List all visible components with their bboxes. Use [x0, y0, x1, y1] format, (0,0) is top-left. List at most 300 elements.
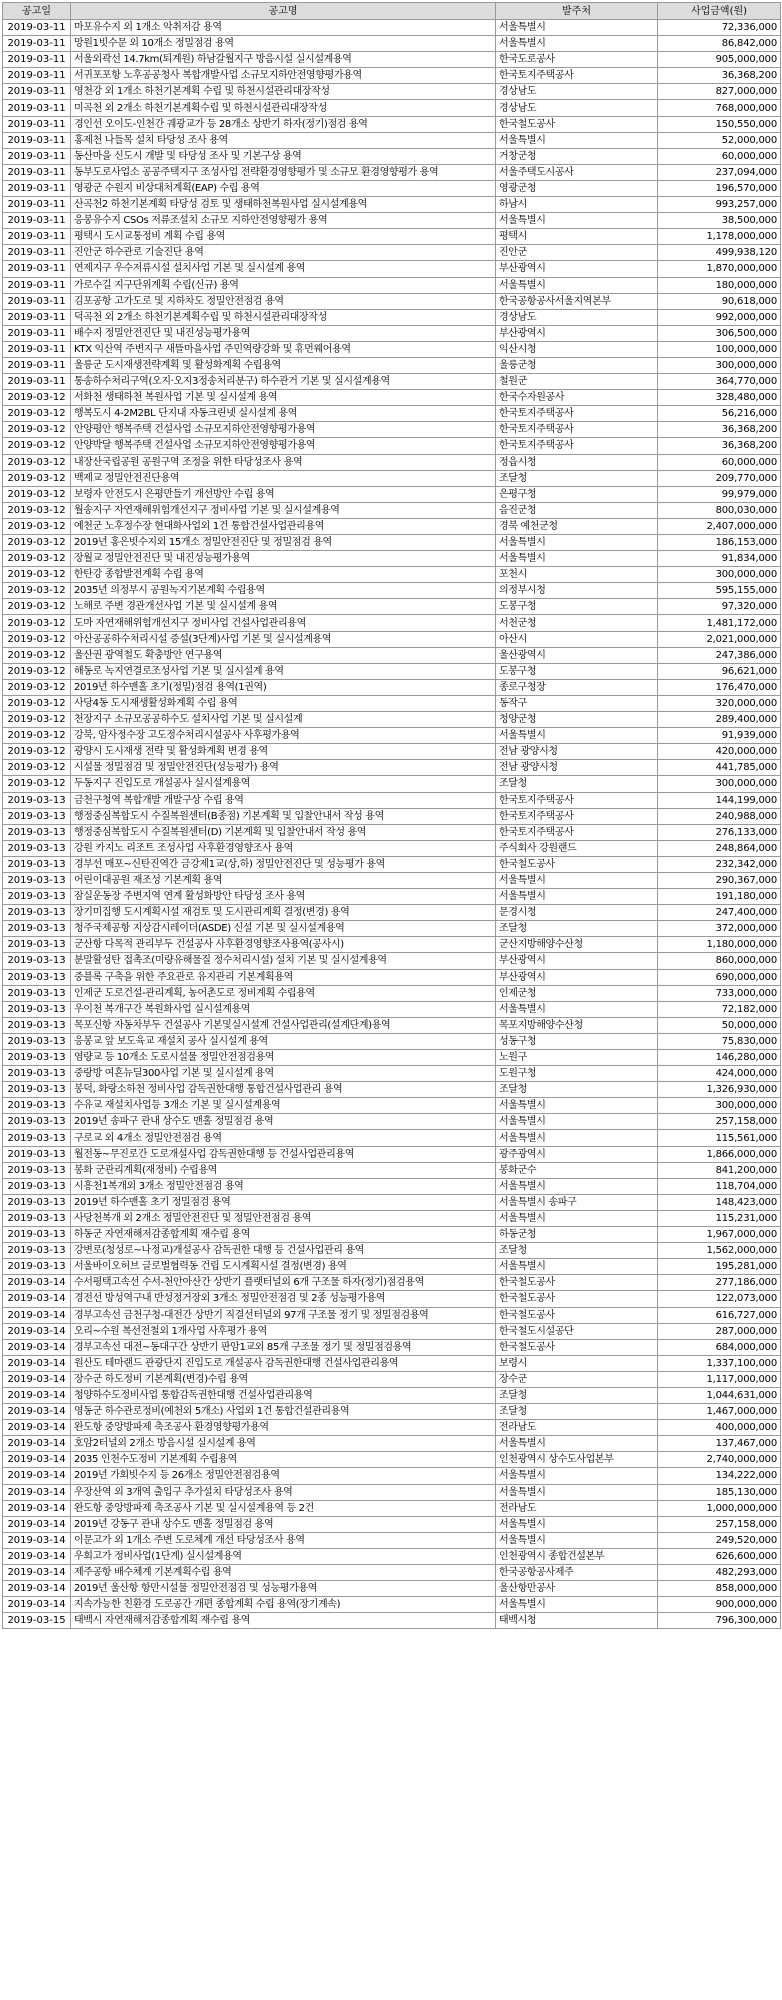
notice-title-cell[interactable]: 봉화 군관리계획(재정비) 수립용역 — [71, 1162, 496, 1178]
ordering-agency-cell: 진안군 — [496, 245, 658, 261]
project-amount-cell: 841,200,000 — [658, 1162, 781, 1178]
notice-title-cell[interactable]: 어린이대공원 재조성 기본계획 용역 — [71, 872, 496, 888]
notice-title-cell[interactable]: 2019년 하수맨홀 초기 정밀점검 용역 — [71, 1194, 496, 1210]
table-row[interactable] — [3, 245, 781, 261]
table-row[interactable] — [3, 744, 781, 760]
notice-title-cell[interactable]: 수서평택고속선 수서-천안아산간 상반기 플랫터널외 6개 구조물 하자(정기)점검용역 — [71, 1275, 496, 1291]
notice-title-cell[interactable]: 동부도로사업소 공공주택지구 조성사업 전략환경영향평가 및 소규모 환경영향평가 용역 — [71, 164, 496, 180]
project-amount-cell: 400,000,000 — [658, 1420, 781, 1436]
notice-title-cell[interactable]: 행정중심복합도시 수질복원센터(D) 기본계획 및 입찰안내서 작성 용역 — [71, 824, 496, 840]
notice-date-cell: 2019-03-13 — [3, 840, 71, 856]
ordering-agency-cell: 한국철도공사 — [496, 1339, 658, 1355]
notice-title-cell[interactable]: 시흥천1복개외 3개소 정밀안전점검 용역 — [71, 1178, 496, 1194]
notice-date-cell: 2019-03-14 — [3, 1452, 71, 1468]
notice-date-cell: 2019-03-12 — [3, 535, 71, 551]
project-amount-cell: 100,000,000 — [658, 341, 781, 357]
table-row[interactable] — [3, 213, 781, 229]
notice-title-cell[interactable]: 홍제천 나들목 설치 타당성 조사 용역 — [71, 132, 496, 148]
notice-title-cell[interactable]: 염량교 등 10개소 도로시설물 정밀안전점검용역 — [71, 1050, 496, 1066]
table-row[interactable] — [3, 148, 781, 164]
notice-title-cell[interactable]: 호암2터널외 2개소 방음시설 실시설계 용역 — [71, 1436, 496, 1452]
notice-title-cell[interactable]: 울릉군 도시재생전략계획 및 활성화계획 수립용역 — [71, 357, 496, 373]
table-row[interactable] — [3, 567, 781, 583]
table-row[interactable] — [3, 1500, 781, 1516]
ordering-agency-cell: 포천시 — [496, 567, 658, 583]
ordering-agency-cell: 한국토지주택공사 — [496, 422, 658, 438]
table-row[interactable] — [3, 1532, 781, 1548]
notice-title-cell[interactable]: 청주국제공항 지상감시레이더(ASDE) 신설 기본 및 실시설계용역 — [71, 921, 496, 937]
table-row[interactable] — [3, 1033, 781, 1049]
ordering-agency-cell: 서울특별시 송파구 — [496, 1194, 658, 1210]
table-row[interactable] — [3, 341, 781, 357]
table-row[interactable] — [3, 1468, 781, 1484]
ordering-agency-cell: 서울특별시 — [496, 213, 658, 229]
notice-title-cell[interactable]: 2019년 가회빗수지 등 26개소 정밀안전점검용역 — [71, 1468, 496, 1484]
table-row[interactable] — [3, 1404, 781, 1420]
ordering-agency-cell: 한국공항공사서울지역본부 — [496, 293, 658, 309]
table-row[interactable] — [3, 390, 781, 406]
table-row[interactable] — [3, 100, 781, 116]
notice-title-cell[interactable]: 군산항 다목적 관리부두 건설공사 사후환경영향조사용역(공사시) — [71, 937, 496, 953]
table-row[interactable] — [3, 1146, 781, 1162]
table-row[interactable] — [3, 792, 781, 808]
table-row[interactable] — [3, 1275, 781, 1291]
table-row[interactable] — [3, 406, 781, 422]
notice-title-cell[interactable]: 김포공항 고가도로 및 지하차도 정밀안전점검 용역 — [71, 293, 496, 309]
table-row[interactable] — [3, 760, 781, 776]
project-amount-cell: 186,153,000 — [658, 535, 781, 551]
notice-title-cell[interactable]: 사당4동 도시재생활성화계획 수립 용역 — [71, 695, 496, 711]
notice-title-cell[interactable]: 오리~수원 복선전철외 1개사업 사후평가 용역 — [71, 1323, 496, 1339]
notice-title-cell[interactable]: 통송하수처리구역(오지·오지3정송처리분구) 하수관거 기본 및 실시설계용역 — [71, 374, 496, 390]
notice-title-cell[interactable]: 2035년 의정부시 공원녹지기본계획 수립용역 — [71, 583, 496, 599]
project-amount-cell: 441,785,000 — [658, 760, 781, 776]
ordering-agency-cell: 서울특별시 — [496, 535, 658, 551]
notice-title-cell[interactable]: 진안군 하수관로 기술진단 용역 — [71, 245, 496, 261]
table-row[interactable] — [3, 325, 781, 341]
notice-title-cell[interactable]: 망원1빗수문 외 10개소 정밀점검 용역 — [71, 36, 496, 52]
notice-date-cell: 2019-03-11 — [3, 357, 71, 373]
notice-title-cell[interactable]: 하동군 자연재해저감종합계획 재수립 용역 — [71, 1227, 496, 1243]
table-row[interactable] — [3, 1371, 781, 1387]
notice-title-cell[interactable]: 장기미집행 도시계획시설 재검토 및 도시관리계획 결정(변경) 용역 — [71, 905, 496, 921]
notice-title-cell[interactable]: 우장산역 외 3개역 출입구 추가설치 타당성조사 용역 — [71, 1484, 496, 1500]
notice-title-cell[interactable]: 영광군 수원지 비상대처계획(EAP) 수립 용역 — [71, 180, 496, 196]
notice-title-cell[interactable]: 서화천 생태하천 복원사업 기본 및 실시설계 용역 — [71, 390, 496, 406]
table-row[interactable] — [3, 1323, 781, 1339]
table-row[interactable] — [3, 808, 781, 824]
notice-title-cell[interactable]: 시설물 정밀점검 및 정밀안전진단(성능평가) 용역 — [71, 760, 496, 776]
table-row[interactable] — [3, 1355, 781, 1371]
table-row[interactable] — [3, 1114, 781, 1130]
notice-title-cell[interactable]: 천장지구 소규모공공하수도 설치사업 기본 및 실시설계 — [71, 712, 496, 728]
notice-title-cell[interactable]: 사당천복개 외 2개소 정밀안전진단 및 정밀안전점검 용역 — [71, 1210, 496, 1226]
table-row[interactable] — [3, 132, 781, 148]
table-row[interactable] — [3, 1581, 781, 1597]
table-row[interactable] — [3, 1082, 781, 1098]
notice-title-cell[interactable]: 경부선 매포~신탄진역간 금강제1교(상,하) 정밀안전진단 및 성능평가 용역 — [71, 856, 496, 872]
table-row[interactable] — [3, 470, 781, 486]
table-row[interactable] — [3, 164, 781, 180]
table-row[interactable] — [3, 856, 781, 872]
project-amount-cell: 196,570,000 — [658, 180, 781, 196]
table-row[interactable] — [3, 1050, 781, 1066]
notice-title-cell[interactable]: 장월교 정밀안전진단 및 내진성능평가용역 — [71, 551, 496, 567]
table-row[interactable] — [3, 937, 781, 953]
notice-title-cell[interactable]: 중블록 구축을 위한 주요관로 유지관리 기본계획용역 — [71, 969, 496, 985]
notice-title-cell[interactable]: 장수군 하도정비 기본계획(변경)수립 용역 — [71, 1371, 496, 1387]
project-amount-cell: 768,000,000 — [658, 100, 781, 116]
notice-date-cell: 2019-03-12 — [3, 583, 71, 599]
notice-title-cell[interactable]: 강원 카지노 리조트 조성사업 사후환경영향조사 용역 — [71, 840, 496, 856]
notice-title-cell[interactable]: 가로수길 지구단위계획 수립(신규) 용역 — [71, 277, 496, 293]
table-row[interactable] — [3, 647, 781, 663]
table-row[interactable] — [3, 1516, 781, 1532]
ordering-agency-cell: 서울특별시 — [496, 728, 658, 744]
notice-title-cell[interactable]: 서귀포포항 노후공공청사 복합개발사업 소규모지하안전영향평가용역 — [71, 68, 496, 84]
project-amount-cell: 1,337,100,000 — [658, 1355, 781, 1371]
notice-title-cell[interactable]: 산곡천2 하천기본계획 타당성 검토 및 생태하천복원사업 실시설계용역 — [71, 197, 496, 213]
notice-date-cell: 2019-03-12 — [3, 679, 71, 695]
table-row[interactable] — [3, 840, 781, 856]
table-row[interactable] — [3, 1098, 781, 1114]
project-amount-cell: 1,180,000,000 — [658, 937, 781, 953]
notice-title-cell[interactable]: 응봉교 앞 보도육교 재설치 공사 실시설계 용역 — [71, 1033, 496, 1049]
notice-title-cell[interactable]: 영동군 하수관로정비(예천외 5개소) 사업외 1건 통합건설관리용역 — [71, 1404, 496, 1420]
notice-date-cell: 2019-03-13 — [3, 1194, 71, 1210]
notice-title-cell[interactable]: 행복도시 4-2M2BL 단지내 자동크린넷 실시설계 용역 — [71, 406, 496, 422]
table-row[interactable] — [3, 776, 781, 792]
notice-title-cell[interactable]: 마포유수지 외 1개소 악취저감 용역 — [71, 20, 496, 36]
table-row[interactable] — [3, 695, 781, 711]
notice-title-cell[interactable]: 서울바이오허브 글로벌협력동 건립 도시계획시설 결정(변경) 용역 — [71, 1259, 496, 1275]
project-amount-cell: 595,155,000 — [658, 583, 781, 599]
notice-title-cell[interactable]: 행정중심복합도시 수질복원센터(B종점) 기본계획 및 입찰안내서 작성 용역 — [71, 808, 496, 824]
table-row[interactable] — [3, 1194, 781, 1210]
notice-title-cell[interactable]: 2019년 강동구 관내 상수도 맨홀 정밀점검 용역 — [71, 1516, 496, 1532]
ordering-agency-cell: 서울특별시 — [496, 20, 658, 36]
notice-title-cell[interactable]: 분말활성탄 접촉조(미량유해물질 정수처리시설) 설치 기본 및 실시설계용역 — [71, 953, 496, 969]
notice-title-cell[interactable]: 영천강 외 1개소 하천기본계획 수립 및 하천시설관리대장작성 — [71, 84, 496, 100]
ordering-agency-cell: 부산광역시 — [496, 261, 658, 277]
project-amount-cell: 1,044,631,000 — [658, 1387, 781, 1403]
notice-title-cell[interactable]: 금천구청역 복합개발 개발구상 수립 용역 — [71, 792, 496, 808]
ordering-agency-cell: 서울특별시 — [496, 132, 658, 148]
notice-title-cell[interactable]: 연제지구 우수저류시설 설치사업 기본 및 실시설계 용역 — [71, 261, 496, 277]
notice-title-cell[interactable]: 완도항 중앙방파제 축조공사 기본 및 실시설계용역 등 2건 — [71, 1500, 496, 1516]
notice-title-cell[interactable]: 2035 인천수도정비 기본계획 수립용역 — [71, 1452, 496, 1468]
project-amount-cell: 684,000,000 — [658, 1339, 781, 1355]
header-notice-date[interactable]: 공고일 — [3, 3, 71, 20]
table-row[interactable] — [3, 197, 781, 213]
ordering-agency-cell: 장수군 — [496, 1371, 658, 1387]
ordering-agency-cell: 한국도로공사 — [496, 52, 658, 68]
notice-title-cell[interactable]: 경부고속선 금천구청-대전간 상반기 직결선터널외 97개 구조물 정기 및 정밀점검용역 — [71, 1307, 496, 1323]
ordering-agency-cell: 서울특별시 — [496, 1098, 658, 1114]
table-row[interactable] — [3, 1259, 781, 1275]
header-notice-title[interactable]: 공고명 — [71, 3, 496, 20]
table-row[interactable] — [3, 1548, 781, 1564]
notice-title-cell[interactable]: 2019년 송파구 관내 상수도 맨홀 정밀점검 용역 — [71, 1114, 496, 1130]
header-ordering-agency[interactable]: 발주처 — [496, 3, 658, 20]
table-row[interactable] — [3, 1387, 781, 1403]
project-amount-cell: 191,180,000 — [658, 889, 781, 905]
ordering-agency-cell: 한국철도공사 — [496, 856, 658, 872]
project-amount-cell: 56,216,000 — [658, 406, 781, 422]
project-amount-cell: 482,293,000 — [658, 1565, 781, 1581]
table-row[interactable] — [3, 68, 781, 84]
table-row[interactable] — [3, 20, 781, 36]
ordering-agency-cell: 서울특별시 — [496, 1532, 658, 1548]
table-row[interactable] — [3, 1017, 781, 1033]
notice-date-cell: 2019-03-11 — [3, 116, 71, 132]
notice-title-cell[interactable]: 강북, 암사정수장 고도정수처리시설공사 사후평가용역 — [71, 728, 496, 744]
notice-title-cell[interactable]: 예천군 노후정수장 현대화사업외 1건 통합건설사업관리용역 — [71, 518, 496, 534]
notice-title-cell[interactable]: 아산공공하수처리시설 증설(3단계)사업 기본 및 실시설계용역 — [71, 631, 496, 647]
table-row[interactable] — [3, 712, 781, 728]
notice-date-cell: 2019-03-12 — [3, 631, 71, 647]
table-row[interactable] — [3, 1597, 781, 1613]
notice-title-cell[interactable]: 우이천 복개구간 복원화사업 실시설계용역 — [71, 1001, 496, 1017]
notice-title-cell[interactable]: 울산권 광역철도 확충방안 연구용역 — [71, 647, 496, 663]
table-row[interactable] — [3, 1130, 781, 1146]
project-amount-cell: 118,704,000 — [658, 1178, 781, 1194]
notice-title-cell[interactable]: 노해로 주변 경관개선사업 기본 및 실시설계 용역 — [71, 599, 496, 615]
table-row[interactable] — [3, 309, 781, 325]
notice-title-cell[interactable]: 구로교 외 4개소 정밀안전점검 용역 — [71, 1130, 496, 1146]
table-row[interactable] — [3, 36, 781, 52]
notice-title-cell[interactable]: 백제교 정밀안전진단용역 — [71, 470, 496, 486]
ordering-agency-cell: 한국토지주택공사 — [496, 68, 658, 84]
table-row[interactable] — [3, 1210, 781, 1226]
ordering-agency-cell: 서울특별시 — [496, 1259, 658, 1275]
header-project-amount[interactable]: 사업금액(원) — [658, 3, 781, 20]
notice-title-cell[interactable]: 보령자 안전도시 은평만들기 개선방안 수립 용역 — [71, 486, 496, 502]
ordering-agency-cell: 목포지방해양수산청 — [496, 1017, 658, 1033]
table-row[interactable] — [3, 1613, 781, 1629]
table-row[interactable] — [3, 116, 781, 132]
ordering-agency-cell: 전남 광양시청 — [496, 744, 658, 760]
notice-title-cell[interactable]: 한탄강 종합발전계획 수립 용역 — [71, 567, 496, 583]
table-row[interactable] — [3, 277, 781, 293]
notice-title-cell[interactable]: 인제군 도로건설-관리계획, 농어촌도로 정비계획 수립용역 — [71, 985, 496, 1001]
notice-date-cell: 2019-03-13 — [3, 792, 71, 808]
table-row[interactable] — [3, 374, 781, 390]
table-row[interactable] — [3, 679, 781, 695]
table-row[interactable] — [3, 486, 781, 502]
notice-title-cell[interactable]: 경부고속선 대전~동대구간 상반기 판암1교외 85개 구조물 정기 및 정밀점검용역 — [71, 1339, 496, 1355]
notice-title-cell[interactable]: 월송지구 자연재해위험개선지구 정비사업 기본 및 실시설계용역 — [71, 502, 496, 518]
notice-title-cell[interactable]: 잠실운동장 주변지역 연계 활성화방안 타당성 조사 용역 — [71, 889, 496, 905]
notice-title-cell[interactable]: 우회고가 정비사업(1단계) 실시설계용역 — [71, 1548, 496, 1564]
notice-title-cell[interactable]: 내장산국립공원 공원구역 조정을 위한 타당성조사 용역 — [71, 454, 496, 470]
notice-title-cell[interactable]: 평택시 도시교통정비 계획 수립 용역 — [71, 229, 496, 245]
notice-title-cell[interactable]: 태백시 자연재해저감종합계획 재수립 용역 — [71, 1613, 496, 1629]
notice-title-cell[interactable]: 응봉유수지 CSOs 저류조설치 소규모 지하안전영향평가 용역 — [71, 213, 496, 229]
project-amount-cell: 1,866,000,000 — [658, 1146, 781, 1162]
notice-title-cell[interactable]: 해동로 녹지연결로조성사업 기본 및 실시설계 용역 — [71, 663, 496, 679]
table-row[interactable] — [3, 1420, 781, 1436]
project-amount-cell: 91,834,000 — [658, 551, 781, 567]
table-row[interactable] — [3, 1436, 781, 1452]
table-row[interactable] — [3, 535, 781, 551]
notice-title-cell[interactable]: 청양하수도정비사업 통합감독권한대행 건설사업관리용역 — [71, 1387, 496, 1403]
notice-date-cell: 2019-03-11 — [3, 132, 71, 148]
table-row[interactable] — [3, 1227, 781, 1243]
table-row[interactable] — [3, 52, 781, 68]
notice-title-cell[interactable]: 2019년 하수맨홀 초기(정밀)점검 용역(1권역) — [71, 679, 496, 695]
ordering-agency-cell: 도봉구청 — [496, 599, 658, 615]
ordering-agency-cell: 군산지방해양수산청 — [496, 937, 658, 953]
notice-title-cell[interactable]: 2019년 울산항 항만시설물 정밀안전점검 및 성능평가용역 — [71, 1581, 496, 1597]
project-amount-cell: 148,423,000 — [658, 1194, 781, 1210]
table-row[interactable] — [3, 518, 781, 534]
table-row[interactable] — [3, 1243, 781, 1259]
notice-date-cell: 2019-03-12 — [3, 438, 71, 454]
table-row[interactable] — [3, 1307, 781, 1323]
table-row[interactable] — [3, 824, 781, 840]
notice-title-cell[interactable]: 봉덕, 화랑소하천 정비사업 감독권한대행 통합건설사업관리 용역 — [71, 1082, 496, 1098]
table-row[interactable] — [3, 985, 781, 1001]
ordering-agency-cell: 서천군청 — [496, 615, 658, 631]
table-row[interactable] — [3, 953, 781, 969]
project-amount-cell: 827,000,000 — [658, 84, 781, 100]
project-amount-cell: 733,000,000 — [658, 985, 781, 1001]
notice-title-cell[interactable]: 두동지구 진입도로 개설공사 실시설계용역 — [71, 776, 496, 792]
notice-title-cell[interactable]: 광양시 도시재생 전략 및 활성화계획 변경 용역 — [71, 744, 496, 760]
table-row[interactable] — [3, 969, 781, 985]
project-amount-cell: 36,368,200 — [658, 68, 781, 84]
notice-date-cell: 2019-03-11 — [3, 68, 71, 84]
table-row[interactable] — [3, 1484, 781, 1500]
notice-title-cell[interactable]: 도마 자연재해위험개선지구 정비사업 건설사업관리용역 — [71, 615, 496, 631]
notice-title-cell[interactable]: 안양박달 행복주택 건설사업 소규모지하안전영향평가용역 — [71, 438, 496, 454]
notice-title-cell[interactable]: 이문고가 외 1개소 주변 도로체계 개선 타당성조사 용역 — [71, 1532, 496, 1548]
ordering-agency-cell: 한국토지주택공사 — [496, 406, 658, 422]
project-amount-cell: 122,073,000 — [658, 1291, 781, 1307]
notice-date-cell: 2019-03-14 — [3, 1404, 71, 1420]
table-row[interactable] — [3, 454, 781, 470]
notice-date-cell: 2019-03-11 — [3, 277, 71, 293]
project-amount-cell: 36,368,200 — [658, 438, 781, 454]
ordering-agency-cell: 한국토지주택공사 — [496, 438, 658, 454]
ordering-agency-cell: 은평구청 — [496, 486, 658, 502]
notice-date-cell: 2019-03-13 — [3, 1178, 71, 1194]
project-amount-cell: 50,000,000 — [658, 1017, 781, 1033]
notice-title-cell[interactable]: 미곡천 외 2개소 하천기본계획수립 및 하천시설관리대장작성 — [71, 100, 496, 116]
ordering-agency-cell: 울산광역시 — [496, 647, 658, 663]
notice-title-cell[interactable]: 제주공항 배수체계 기본계획수립 용역 — [71, 1565, 496, 1581]
notice-date-cell: 2019-03-11 — [3, 164, 71, 180]
notice-title-cell[interactable]: 경인선 오이도-인천간 궤광교가 등 28개소 상반기 하자(정기)점검 용역 — [71, 116, 496, 132]
table-row[interactable] — [3, 1001, 781, 1017]
project-amount-cell: 72,182,000 — [658, 1001, 781, 1017]
table-row[interactable] — [3, 229, 781, 245]
ordering-agency-cell: 서울특별시 — [496, 1597, 658, 1613]
notice-date-cell: 2019-03-13 — [3, 1227, 71, 1243]
table-row[interactable] — [3, 1452, 781, 1468]
notice-title-cell[interactable]: 경전선 방성역구내 반성정거장외 3개소 정밀안전점검 및 2종 성능평가용역 — [71, 1291, 496, 1307]
notice-title-cell[interactable]: 원산도 테마랜드 관광단지 진입도로 개설공사 감독권한대행 건설사업관리용역 — [71, 1355, 496, 1371]
table-row[interactable] — [3, 422, 781, 438]
notice-title-cell[interactable]: 지속가능한 친환경 도로공간 개편 종합계획 수립 용역(장기계속) — [71, 1597, 496, 1613]
notice-title-cell[interactable]: 2019년 홍은빗수지외 15개소 정밀안전진단 및 정밀점검 용역 — [71, 535, 496, 551]
notice-title-cell[interactable]: 동산마을 신도시 개발 및 타당성 조사 및 기본구상 용역 — [71, 148, 496, 164]
table-row[interactable] — [3, 261, 781, 277]
project-amount-cell: 2,407,000,000 — [658, 518, 781, 534]
table-row[interactable] — [3, 1162, 781, 1178]
table-row[interactable] — [3, 583, 781, 599]
notice-date-cell: 2019-03-11 — [3, 341, 71, 357]
table-row[interactable] — [3, 502, 781, 518]
table-row[interactable] — [3, 1565, 781, 1581]
project-amount-cell: 800,030,000 — [658, 502, 781, 518]
ordering-agency-cell: 한국철도공사 — [496, 1307, 658, 1323]
notice-title-cell[interactable]: 완도항 중앙방파제 축조공사 환경영향평가용역 — [71, 1420, 496, 1436]
table-row[interactable] — [3, 921, 781, 937]
notice-title-cell[interactable]: KTX 익산역 주변지구 새뜰마을사업 주민역량강화 및 휴먼웨어용역 — [71, 341, 496, 357]
notice-date-cell: 2019-03-15 — [3, 1613, 71, 1629]
notice-title-cell[interactable]: 덕곡천 외 2개소 하천기본계획수립 및 하천시설관리대장작성 — [71, 309, 496, 325]
notice-title-cell[interactable]: 중랑방 여흔뉴딜300사업 기본 및 실시설계 용역 — [71, 1066, 496, 1082]
table-row[interactable] — [3, 551, 781, 567]
notice-title-cell[interactable]: 안양평안 행복주택 건설사업 소규모지하안전영향평가용역 — [71, 422, 496, 438]
table-row[interactable] — [3, 905, 781, 921]
notice-title-cell[interactable]: 월전동~무진로간 도로개설사업 감독권한대행 등 건설사업관리용역 — [71, 1146, 496, 1162]
notice-date-cell: 2019-03-12 — [3, 647, 71, 663]
project-amount-cell: 38,500,000 — [658, 213, 781, 229]
table-row[interactable] — [3, 728, 781, 744]
notice-date-cell: 2019-03-14 — [3, 1597, 71, 1613]
project-amount-cell: 1,178,000,000 — [658, 229, 781, 245]
ordering-agency-cell: 울산항만공사 — [496, 1581, 658, 1597]
notice-title-cell[interactable]: 서울외곽선 14.7km(퇴계원) 하남갈월지구 방음시설 실시설계용역 — [71, 52, 496, 68]
project-amount-cell: 289,400,000 — [658, 712, 781, 728]
project-amount-cell: 1,870,000,000 — [658, 261, 781, 277]
notice-date-cell: 2019-03-14 — [3, 1355, 71, 1371]
table-row[interactable] — [3, 1339, 781, 1355]
notice-date-cell: 2019-03-12 — [3, 567, 71, 583]
table-row[interactable] — [3, 872, 781, 888]
notice-title-cell[interactable]: 목포신항 자동차부두 건설공사 기본및실시설계 건설사업관리(설계단계)용역 — [71, 1017, 496, 1033]
table-row[interactable] — [3, 84, 781, 100]
ordering-agency-cell: 경상남도 — [496, 84, 658, 100]
table-row[interactable] — [3, 889, 781, 905]
table-row[interactable] — [3, 293, 781, 309]
notice-date-cell: 2019-03-13 — [3, 872, 71, 888]
notice-date-cell: 2019-03-11 — [3, 197, 71, 213]
table-row[interactable] — [3, 1291, 781, 1307]
table-row[interactable] — [3, 663, 781, 679]
notice-title-cell[interactable]: 배수지 정밀안전진단 및 내진성능평가용역 — [71, 325, 496, 341]
table-row[interactable] — [3, 599, 781, 615]
notice-date-cell: 2019-03-14 — [3, 1468, 71, 1484]
project-amount-cell: 257,158,000 — [658, 1516, 781, 1532]
project-amount-cell: 1,481,172,000 — [658, 615, 781, 631]
table-row[interactable] — [3, 357, 781, 373]
table-row[interactable] — [3, 180, 781, 196]
table-row[interactable] — [3, 438, 781, 454]
notice-title-cell[interactable]: 강변로(청성로~나정교)개설공사 감독권한 대행 등 건설사업관리 용역 — [71, 1243, 496, 1259]
notice-title-cell[interactable]: 수유교 재설치사업등 3개소 기본 및 실시설계용역 — [71, 1098, 496, 1114]
table-row[interactable] — [3, 1178, 781, 1194]
table-row[interactable] — [3, 631, 781, 647]
table-row[interactable] — [3, 1066, 781, 1082]
table-row[interactable] — [3, 615, 781, 631]
project-amount-cell: 300,000,000 — [658, 776, 781, 792]
ordering-agency-cell: 영광군청 — [496, 180, 658, 196]
notice-date-cell: 2019-03-12 — [3, 486, 71, 502]
